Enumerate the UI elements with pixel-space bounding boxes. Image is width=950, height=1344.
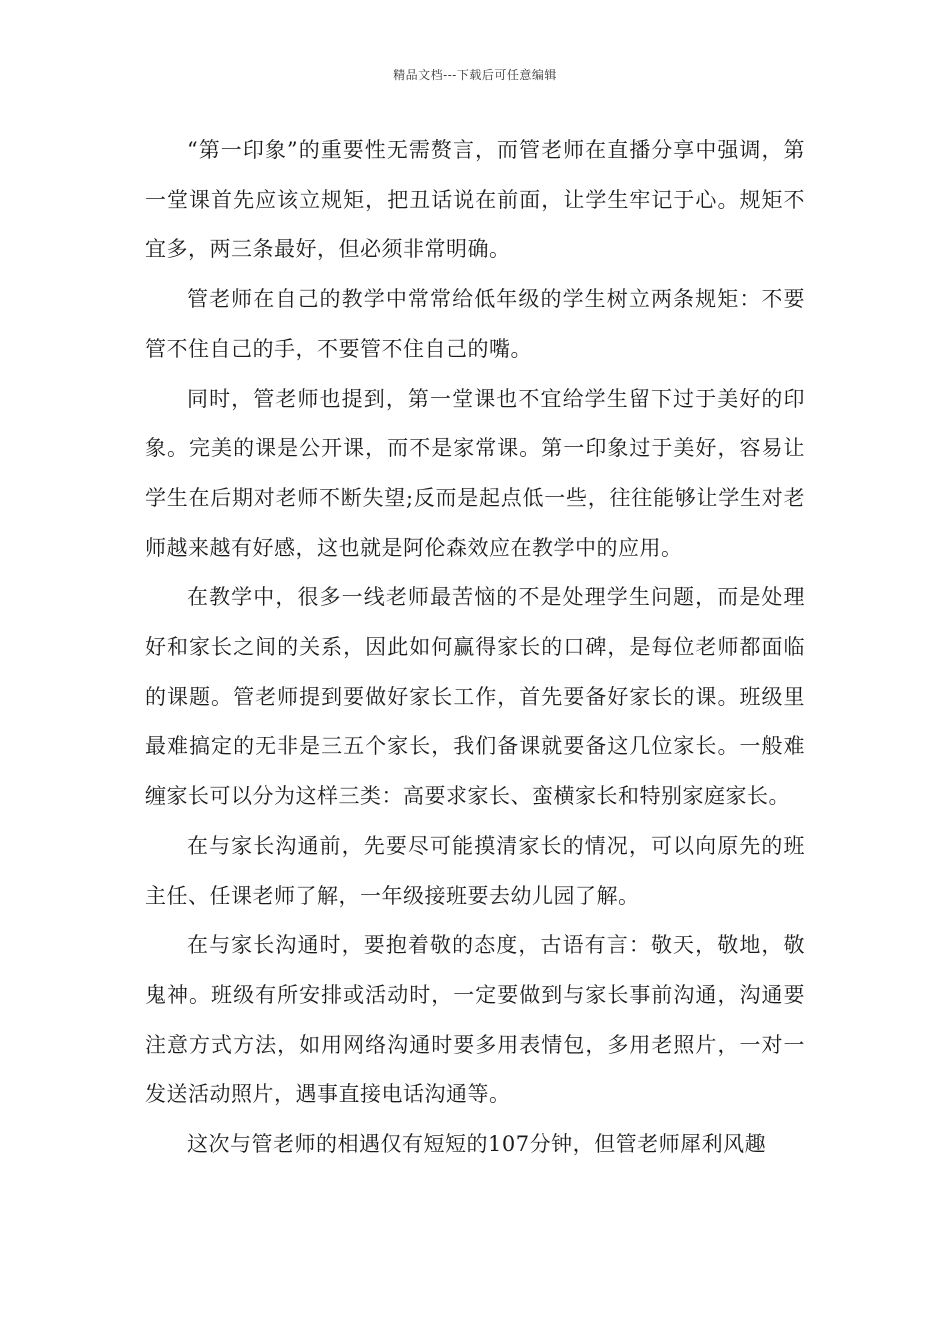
paragraph-first-impression: “第一印象”的重要性无需赘言，而管老师在直播分享中强调，第一堂课首先应该立规矩，把丑话说在前面，让学生牢记于心。规矩不宜多，两三条最好，但必须非常明确。 <box>145 138 805 262</box>
paragraph-two-rules: 管老师在自己的教学中常常给低年级的学生树立两条规矩：不要管不住自己的手，不要管不住自己的嘴。 <box>145 287 805 361</box>
page-header: 精品文档---下载后可任意编辑 <box>393 68 557 82</box>
paragraph-parent-relations: 在教学中，很多一线老师最苦恼的不是处理学生问题，而是处理好和家长之间的关系，因此如何赢得家长的口碑，是每位老师都面临的课题。管老师提到要做好家长工作，首先要备好家长的课。班级里最难搞定的无非是三五个家长，我们备课就要备这几位家长。一般难缠家长可以分为这样三类：高要求家长、蛮横家长和特别家庭家长。 <box>145 585 805 809</box>
paragraph-closing: 这次与管老师的相遇仅有短短的107分钟，但管老师犀利风趣 <box>187 1132 767 1157</box>
document-body <box>145 126 805 1170</box>
paragraph-during-communication: 在与家长沟通时，要抱着敬的态度，古语有言：敬天，敬地，敬鬼神。班级有所安排或活动时，一定要做到与家长事前沟通，沟通要注意方式方法，如用网络沟通时要多用表情包，多用老照片，一对一发送活动照片，遇事直接电话沟通等。 <box>145 933 805 1107</box>
paragraph-aronson-effect: 同时，管老师也提到，第一堂课也不宜给学生留下过于美好的印象。完美的课是公开课，而不是家常课。第一印象过于美好，容易让学生在后期对老师不断失望;反而是起点低一些，往往能够让学生对老师越来越有好感，这也就是阿伦森效应在教学中的应用。 <box>145 386 805 560</box>
paragraph-before-communication: 在与家长沟通前，先要尽可能摸清家长的情况，可以向原先的班主任、任课老师了解，一年级接班要去幼儿园了解。 <box>145 833 805 908</box>
